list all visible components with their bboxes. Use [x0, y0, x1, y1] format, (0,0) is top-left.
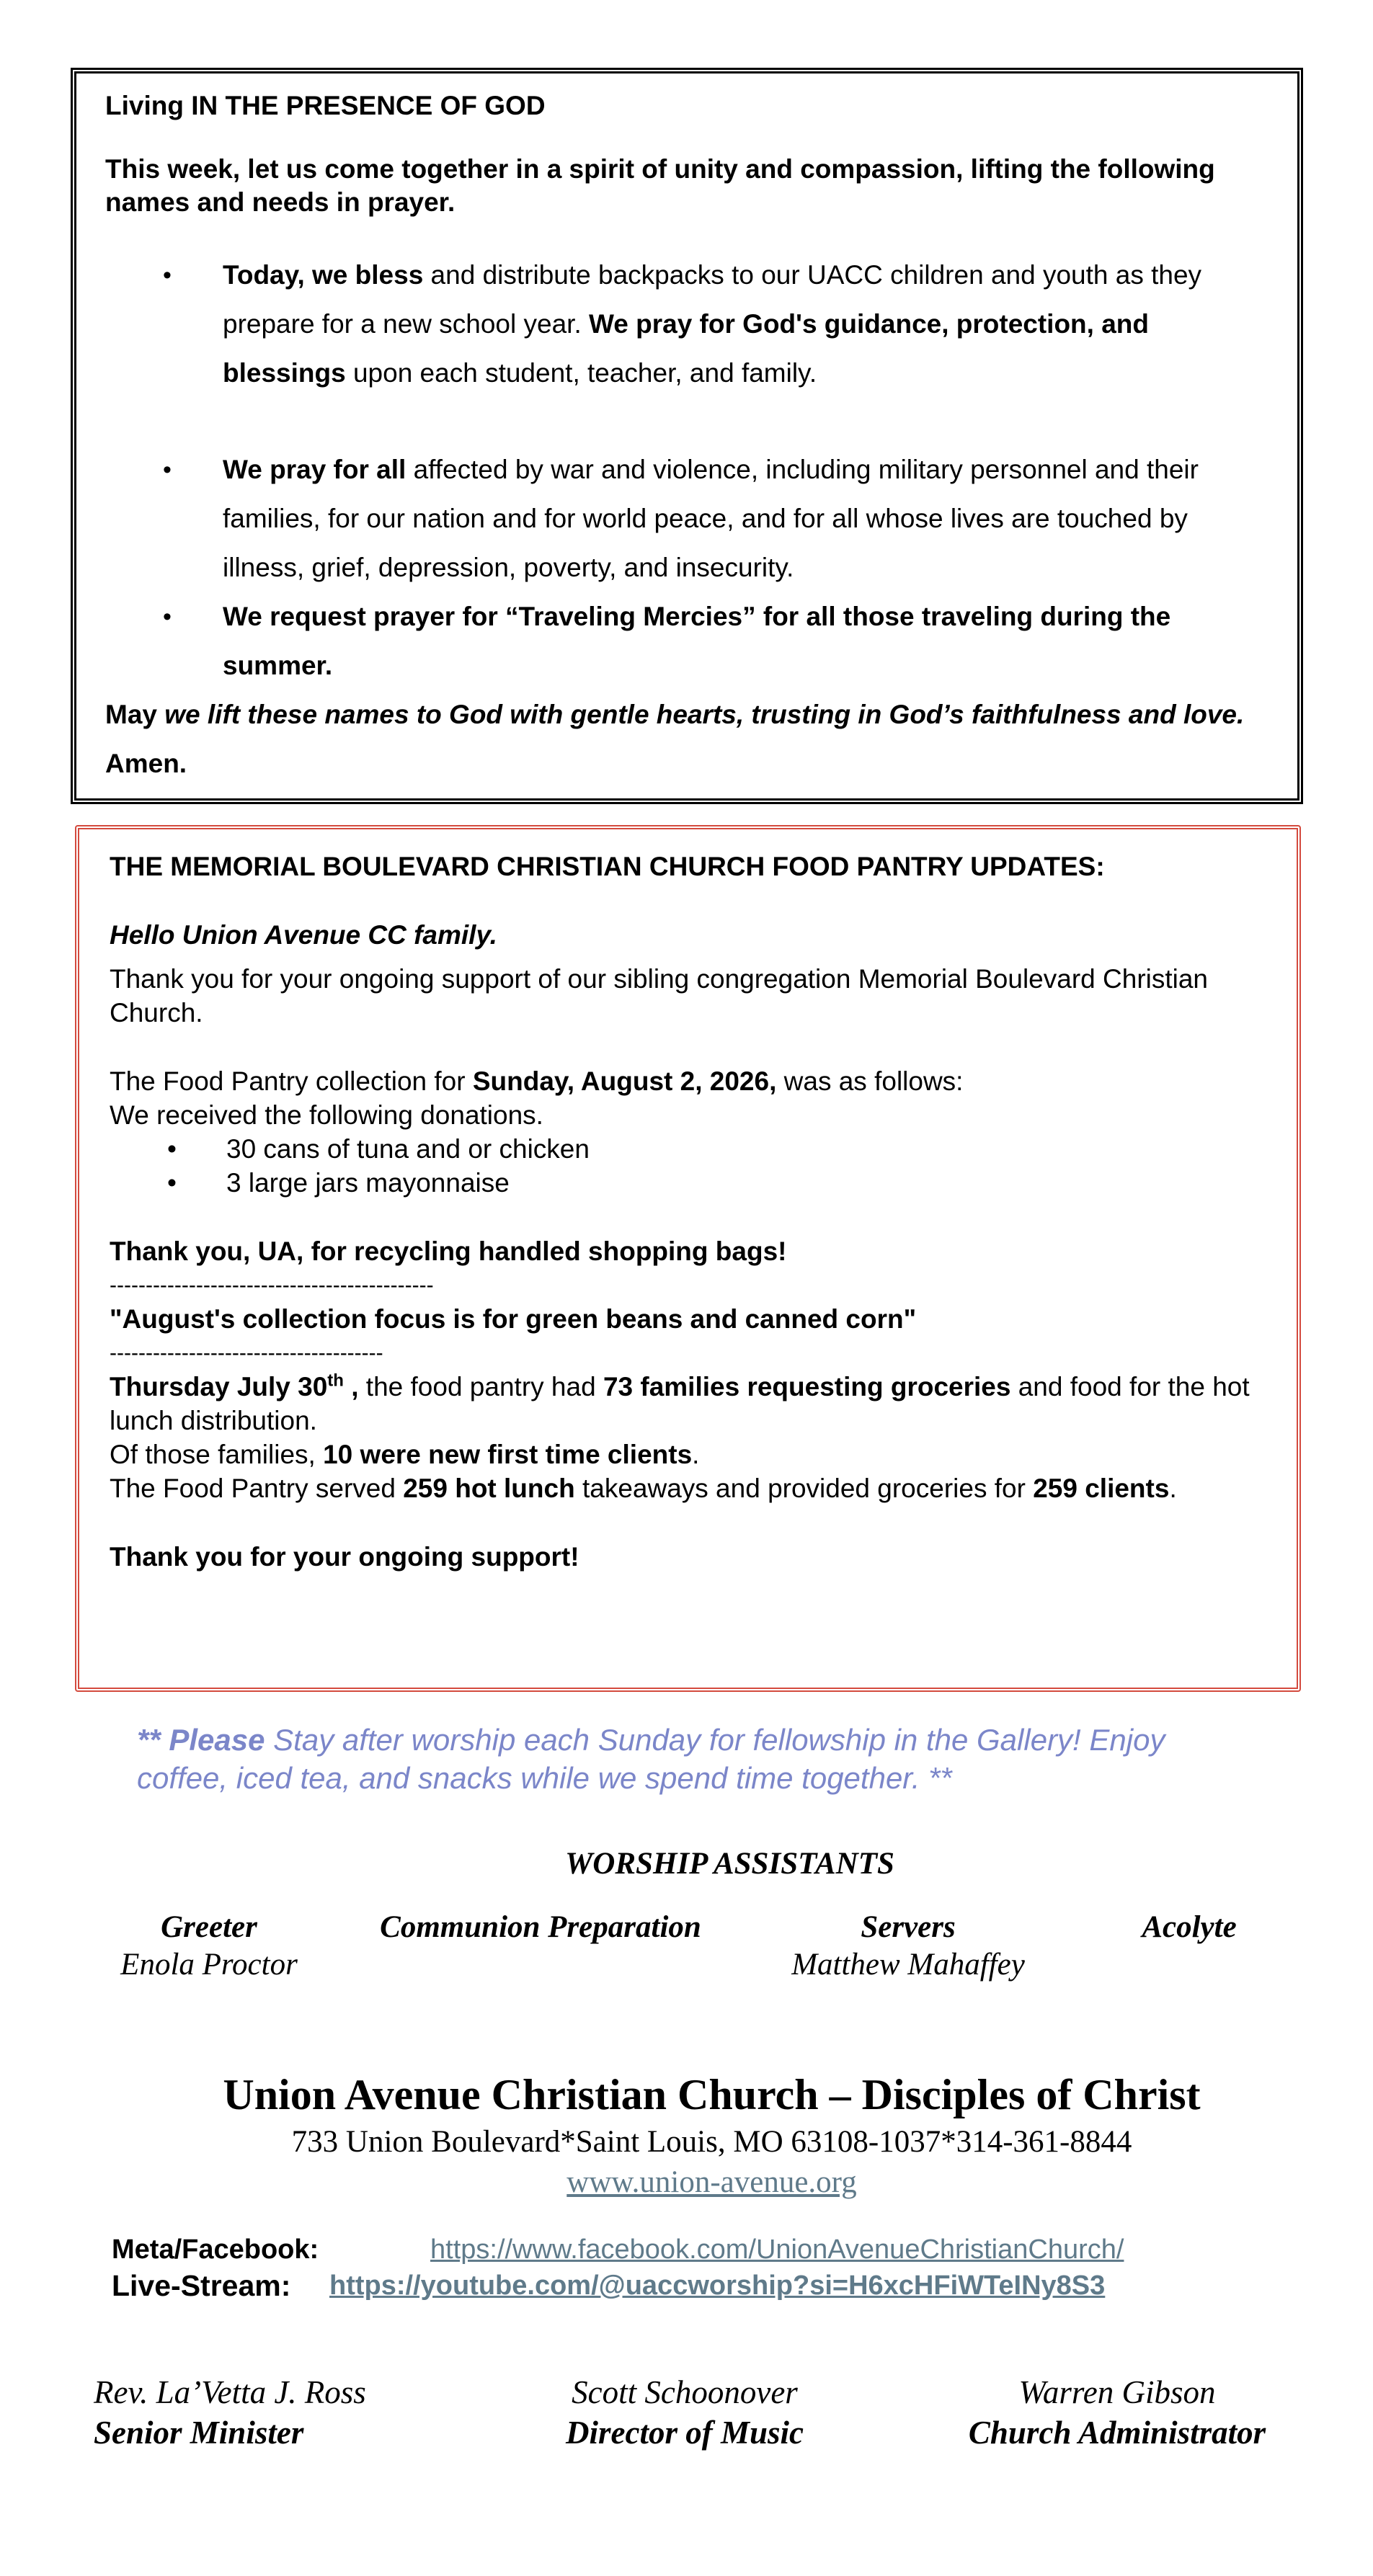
- staff-title: Senior Minister: [94, 2415, 304, 2451]
- church-name: Union Avenue Christian Church – Disciples of Christ: [223, 2071, 1201, 2118]
- assistant-person: Enola Proctor: [120, 1948, 298, 1982]
- pantry-thanks-support: Thank you for your ongoing support of our sibling congregation Memorial Boulevard Christian Church.: [110, 964, 1209, 1028]
- assistant-servers: [764, 1909, 1052, 1984]
- prayer-title: Living IN THE PRESENCE OF GOD: [105, 91, 546, 120]
- prayer-intro: This week, let us come together in a spirit of unity and compassion, lifting the following names and needs in prayer.: [105, 154, 1215, 217]
- pantry-greeting: Hello Union Avenue CC family.: [110, 920, 497, 950]
- thursday-report: Thursday July 30th , the food pantry had 73 families requesting groceries and food for the hot lunch distribution.: [110, 1371, 1250, 1435]
- prayer-item: • We request prayer for “Traveling Mercies” for all those traveling during the summer.: [105, 592, 1268, 690]
- staff-title: Church Administrator: [968, 2415, 1266, 2451]
- staff-name: Scott Schoonover: [572, 2374, 798, 2410]
- livestream-link[interactable]: https://youtube.com/@uaccworship?si=H6xcHFiWTeINy8S3: [329, 2270, 1106, 2301]
- worship-assistants-title: WORSHIP ASSISTANTS: [565, 1847, 894, 1881]
- bullet-icon: •: [167, 1134, 177, 1164]
- new-clients: Of those families, 10 were new first time clients.: [110, 1440, 700, 1469]
- assistant-role: Acolyte: [1142, 1910, 1237, 1944]
- bullet-icon: •: [163, 603, 172, 630]
- prayer-box: [71, 68, 1303, 804]
- facebook-label: Meta/Facebook:: [112, 2234, 319, 2265]
- donation-item: • 30 cans of tuna and or chicken: [110, 1132, 1266, 1166]
- final-thanks: Thank you for your ongoing support!: [110, 1542, 579, 1572]
- bags-thanks: Thank you, UA, for recycling handled shopping bags!: [110, 1236, 787, 1266]
- divider: ---------------------------------------------: [110, 1273, 434, 1297]
- facebook-link[interactable]: https://www.facebook.com/UnionAvenueChristianChurch/: [430, 2234, 1124, 2265]
- livestream-label: Live-Stream:: [112, 2269, 291, 2302]
- served-report: The Food Pantry served 259 hot lunch takeaways and provided groceries for 259 clients.: [110, 1474, 1177, 1503]
- prayer-closing: May we lift these names to God with gentle hearts, trusting in God’s faithfulness and love. Amen.: [105, 700, 1245, 778]
- church-website-link[interactable]: www.union-avenue.org: [566, 2165, 857, 2199]
- prayer-list: [105, 251, 1268, 690]
- pantry-received: We received the following donations.: [110, 1100, 543, 1130]
- assistant-role: Greeter: [161, 1910, 257, 1944]
- staff-name: Rev. La’Vetta J. Ross: [94, 2374, 366, 2410]
- facebook-row: [112, 2234, 1124, 2265]
- prayer-item: • We pray for all affected by war and violence, including military personnel and their families, for our nation and for world peace, and for all whose lives are touched by illness, grief, depression, poverty, and insecurity.: [105, 445, 1268, 592]
- pantry-collection: The Food Pantry collection for Sunday, August 2, 2026, was as follows:: [110, 1066, 964, 1096]
- bullet-icon: •: [167, 1168, 177, 1198]
- assistant-role: Communion Preparation: [380, 1910, 701, 1944]
- assistant-communion: [353, 1909, 728, 1946]
- fellowship-note: ** Please Stay after worship each Sunday for fellowship in the Gallery! Enjoy coffee, iced tea, and snacks while we spend time together. **: [137, 1723, 1165, 1795]
- collection-focus: "August's collection focus is for green beans and canned corn": [110, 1304, 917, 1334]
- staff-senior-minister: [94, 2372, 440, 2453]
- staff-title: Director of Music: [566, 2415, 804, 2451]
- assistant-person: Matthew Mahaffey: [791, 1948, 1025, 1982]
- bullet-icon: •: [163, 456, 172, 483]
- pantry-title: THE MEMORIAL BOULEVARD CHRISTIAN CHURCH FOOD PANTRY UPDATES:: [110, 852, 1105, 881]
- divider: --------------------------------------: [110, 1341, 383, 1365]
- assistant-role: Servers: [861, 1910, 956, 1944]
- staff-administrator: [930, 2372, 1305, 2453]
- staff-director-music: [505, 2372, 865, 2453]
- assistant-greeter: [101, 1909, 317, 1984]
- food-pantry-box: [75, 825, 1301, 1692]
- assistant-acolyte: [1096, 1909, 1283, 1946]
- donation-list: [110, 1132, 1266, 1200]
- prayer-item: • Today, we bless and distribute backpacks to our UACC children and youth as they prepare for a new school year. We pray for God's guidance, protection, and blessings upon each student, teacher, and family.: [105, 251, 1268, 398]
- donation-item: • 3 large jars mayonnaise: [110, 1166, 1266, 1200]
- bullet-icon: •: [163, 262, 172, 289]
- staff-name: Warren Gibson: [1018, 2374, 1216, 2410]
- livestream-row: [112, 2269, 1106, 2303]
- church-address: 733 Union Boulevard*Saint Louis, MO 63108-1037*314-361-8844: [291, 2125, 1132, 2159]
